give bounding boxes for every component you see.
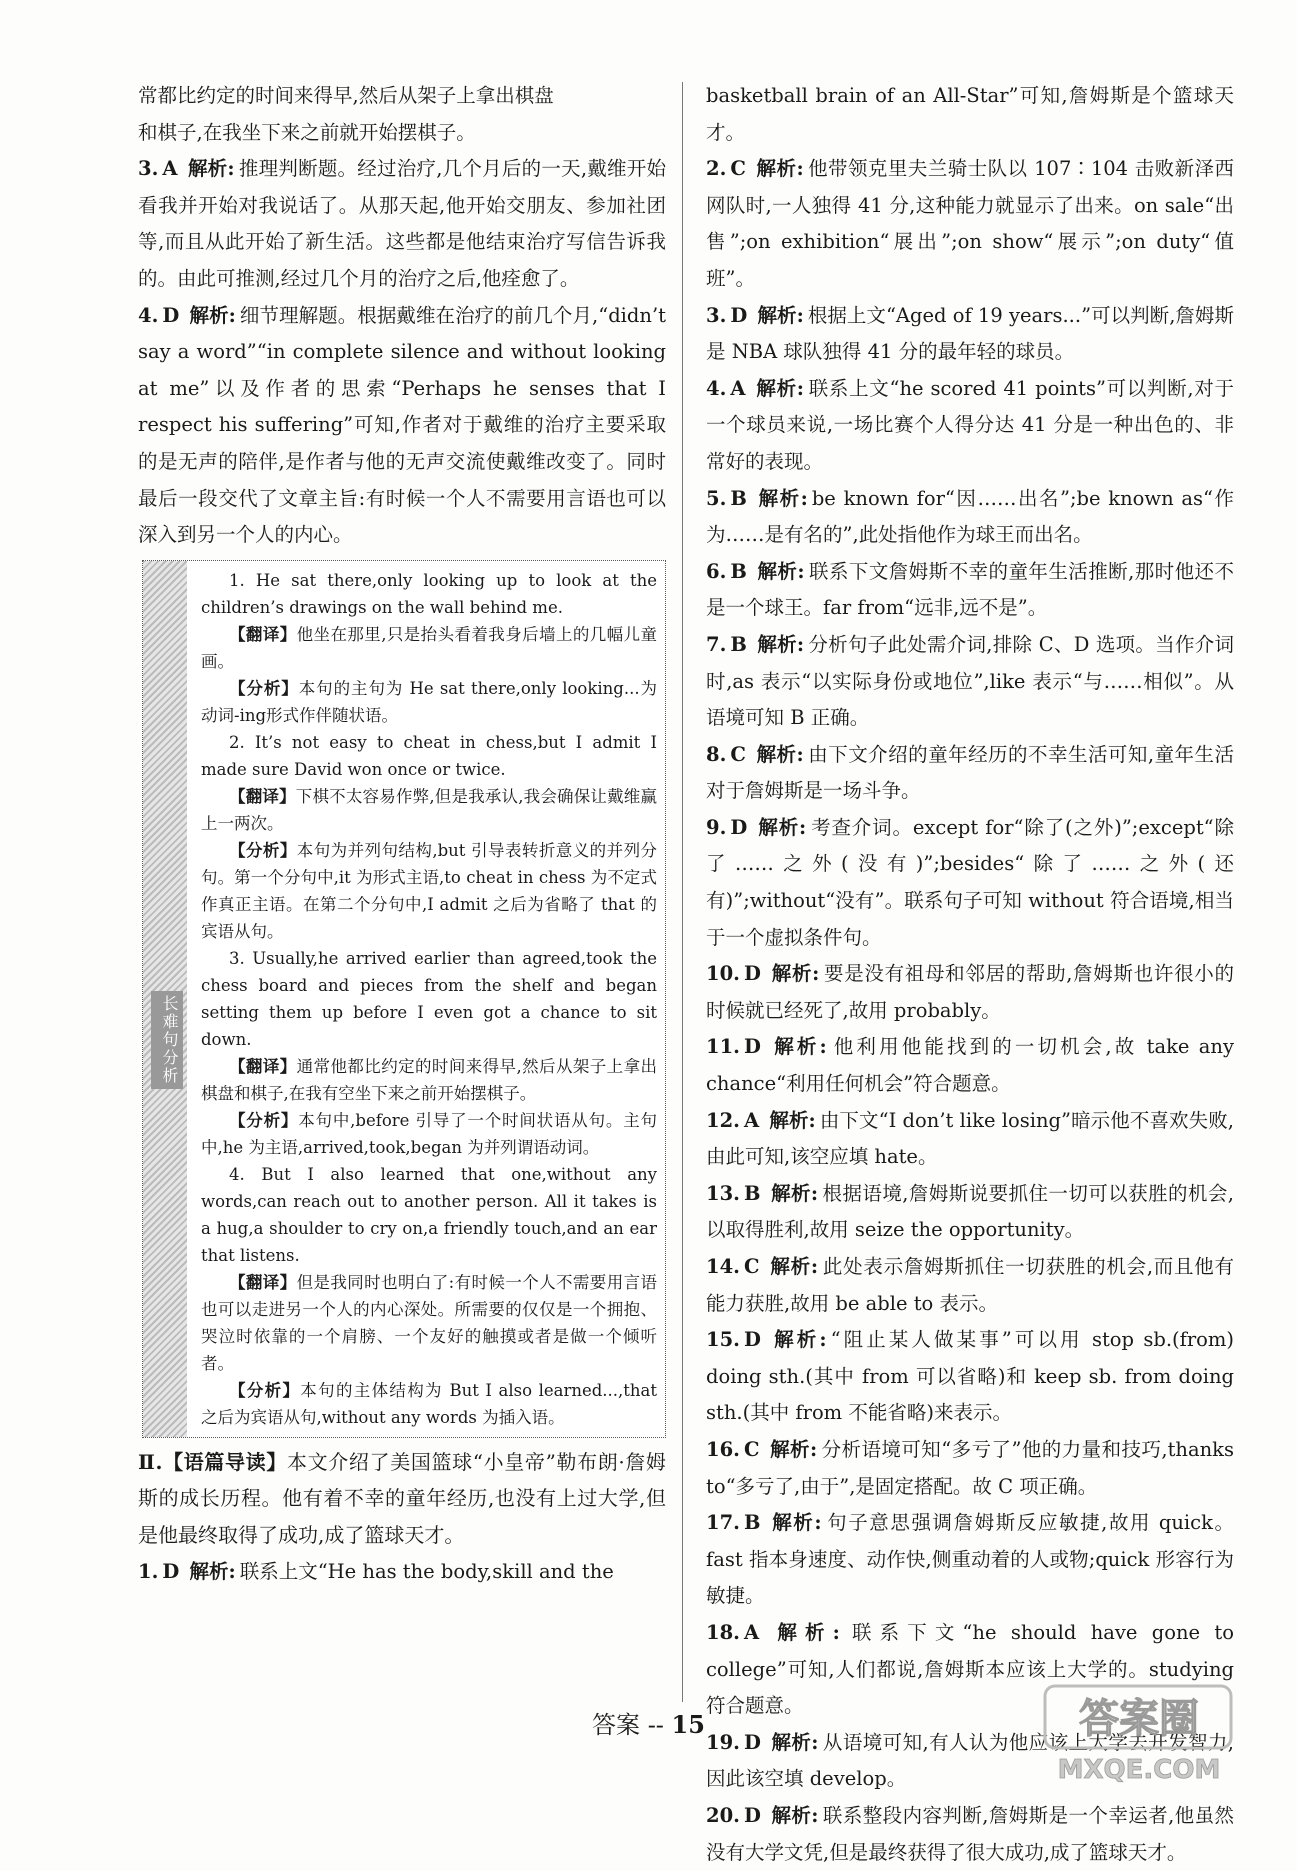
answer-item [706, 956, 1234, 1029]
translation-tag: 【翻译】 [229, 1272, 297, 1292]
item-label: 解析: [758, 486, 808, 510]
right-column [706, 78, 1234, 1871]
answer-item [706, 1029, 1234, 1102]
item-answer: B [730, 632, 747, 656]
section-tag: 【语篇导读】 [162, 1449, 287, 1474]
translation-tag: 【翻译】 [229, 1056, 297, 1076]
item-answer: D [743, 1035, 761, 1059]
answer-item [706, 1505, 1234, 1615]
item-number: 5. [706, 486, 727, 510]
item-label: 解析: [777, 1620, 840, 1644]
analysis-sentence-1: 1. He sat there,only looking up to look at the children’s drawings on the wall behind me. [201, 570, 657, 617]
item-number: 17. [706, 1511, 740, 1535]
item-answer: D [162, 303, 180, 327]
item-answer: B [743, 1181, 761, 1205]
analysis-text: 本句为并列句结构,but 引导表转折意义的并列分句。第一个分句中,it 为形式主语,to cheat in chess 为不定式作真正主语。在第二个分句中,I admit 之后为省略了 that 的宾语从句。 [201, 840, 658, 941]
item-text: 细节理解题。根据戴维在治疗的前几个月,“didn’t say a word”“in complete silence and without looking at me”以及作者的思索“Perhaps he senses that I respect his suffering”可知,作者对于戴维的治疗主要采取的是无声的陪伴,是作者与他的无声交流使戴维改变了。同时最后一段交代了文章主旨:有时候一个人不需要用言语也可以深入到另一个人的内心。 [138, 303, 666, 547]
item-label: 解析: [189, 303, 236, 327]
analysis-4 [201, 1377, 657, 1431]
item-answer: A [743, 1620, 760, 1644]
watermark-logo [1039, 1678, 1239, 1788]
box-band-label: 长难句分析 [151, 991, 183, 1089]
item-text: 从语境可知,有人认为他应该上大学去开发智力,因此该空填 develop。 [706, 1730, 1235, 1791]
item-label: 解析: [772, 1511, 822, 1535]
item-text: 联系整段内容判断,詹姆斯是一个幸运者,他虽然没有大学文凭,但是最终获得了很大成功,成了篮球天才。 [706, 1803, 1235, 1864]
item-number: 7. [706, 632, 727, 656]
answer-item [706, 151, 1234, 297]
item-number: 12. [706, 1108, 740, 1132]
watermark-top-text: 答案圈 [1079, 1696, 1199, 1742]
answer-item-4 [138, 298, 666, 554]
item-label: 解析: [770, 1255, 819, 1278]
analysis-text: 本句的主体结构为 But I also learned...,that 之后为宾语从句,without any words 为插入语。 [201, 1380, 657, 1427]
item-number: 20. [706, 1803, 740, 1827]
item-label: 解析: [187, 157, 235, 181]
item-text: 由下文“I don’t like losing”暗示他不喜欢失败,由此可知,该空应填 hate。 [706, 1108, 1235, 1169]
answer-item-1 [138, 1554, 666, 1591]
answer-item [706, 1432, 1234, 1505]
section-text: 本文介绍了美国篮球“小皇帝”勒布朗·詹姆斯的成长历程。他有着不幸的童年经历,也没有上过大学,但是他最终取得了成功,成了篮球天才。 [138, 1449, 667, 1547]
section-2-intro [138, 1444, 666, 1554]
item-text: 此处表示詹姆斯抓住一切获胜的机会,而且他有能力获胜,故用 be able to 表示。 [706, 1255, 1235, 1315]
item-number: 1. [138, 1559, 159, 1583]
translation-tag: 【翻译】 [229, 786, 296, 806]
analysis-sentence-4: 4. But I also learned that one,without any words,can reach out to another person. All it takes is a hug,a shoulder to cry on,a friendly touch,and an ear that listens. [201, 1164, 657, 1265]
continued-text: basketball brain of an All-Star”可知,詹姆斯是个篮球天才。 [706, 84, 1234, 144]
item-answer: D [743, 1803, 761, 1827]
section-number: Ⅱ. [138, 1449, 163, 1474]
item-label: 解析: [756, 376, 805, 400]
intro-line-1: 常都比约定的时间来得早,然后从架子上拿出棋盘 [138, 84, 554, 107]
item-answer: A [743, 1108, 760, 1132]
analysis-tag: 【分析】 [229, 1110, 299, 1130]
item-label: 解析: [769, 1108, 816, 1132]
item-answer: D [730, 303, 748, 327]
item-answer: C [743, 1437, 760, 1461]
intro-line-2: 和棋子,在我坐下来之前就开始摆棋子。 [138, 120, 476, 144]
item-answer: B [730, 559, 747, 583]
translation-text: 通常他都比约定的时间来得早,然后从架子上拿出棋盘和棋子,在我有空坐下来之前开始摆棋子。 [201, 1056, 657, 1103]
answer-item [706, 1103, 1234, 1176]
item-answer: D [162, 1559, 180, 1583]
item-answer: D [743, 1730, 761, 1754]
item-text: 推理判断题。经过治疗,几个月后的一天,戴维开始看我并开始对我说话了。从那天起,他开始交朋友、参加社团等,而且从此开始了新生活。这些都是他结束治疗写信告诉我的。由此可推测,经过几个月的治疗之后,他痊愈了。 [138, 157, 666, 290]
item-text: 联系下文“he should have gone to college”可知,人们都说,詹姆斯本应该上大学的。studying 符合题意。 [706, 1620, 1234, 1718]
item-text: 根据语境,詹姆斯说要抓住一切可以获胜的机会,以取得胜利,故用 seize the opportunity。 [706, 1181, 1234, 1242]
translation-text: 但是我同时也明白了:有时候一个人不需要用言语也可以走进另一个人的内心深处。所需要的仅仅是一个拥抱、哭泣时依靠的一个肩膀、一个友好的触摸或者是做一个倾听者。 [201, 1272, 658, 1373]
item-label: 解析: [757, 632, 805, 656]
item-number: 9. [706, 815, 727, 839]
item-label: 解析: [189, 1559, 236, 1583]
analysis-tag: 【分析】 [229, 678, 299, 698]
item-answer: B [743, 1511, 761, 1535]
answer-item [706, 810, 1234, 956]
item-label: 解析: [756, 742, 804, 766]
item-number: 8. [706, 742, 727, 766]
item-text: 联系上文“He has the body,skill and the [239, 1559, 614, 1583]
translation-text: 下棋不太容易作弊,但是我承认,我会确保让戴维赢上一两次。 [201, 786, 658, 833]
answer-item [706, 1798, 1234, 1871]
item-label: 解析: [771, 1803, 819, 1827]
translation-3 [201, 1053, 657, 1107]
item-label: 解析: [757, 559, 805, 583]
translation-2 [201, 783, 657, 837]
item-label: 解析: [770, 1437, 818, 1461]
item-text: 句子意思强调詹姆斯反应敏捷,故用 quick。fast 指本身速度、动作快,侧重动着的人或物;quick 形容行为敏捷。 [706, 1511, 1234, 1608]
left-column [138, 78, 666, 1590]
sentence-analysis-box [142, 560, 666, 1438]
answer-item [706, 737, 1234, 810]
item-text: be known for“因……出名”;be known as“作为……是有名的”,此处指他作为球王而出名。 [706, 486, 1235, 547]
answer-list [706, 151, 1234, 1871]
item-label: 解析: [771, 1730, 819, 1754]
analysis-2 [201, 837, 657, 945]
item-answer: A [162, 157, 178, 181]
item-label: 解析: [774, 1035, 827, 1059]
item-label: 解析: [757, 303, 804, 327]
answer-item [706, 1249, 1234, 1322]
answer-item [706, 1322, 1234, 1432]
analysis-1 [201, 675, 657, 729]
item-number: 13. [706, 1181, 740, 1205]
item-label: 解析: [758, 815, 807, 839]
item-text: 联系下文詹姆斯不幸的童年生活推断,那时他还不是一个球王。far from“远非,远不是”。 [706, 559, 1234, 620]
translation-1 [201, 621, 657, 675]
item-number: 4. [138, 303, 159, 327]
item-label: 解析: [756, 157, 804, 181]
item-number: 16. [706, 1437, 740, 1461]
answer-item [706, 627, 1234, 737]
item-answer: D [730, 815, 748, 839]
column-divider [682, 82, 683, 1702]
translation-4 [201, 1269, 657, 1377]
analysis-sentence-2: 2. It’s not easy to cheat in chess,but I admit I made sure David won once or twice. [201, 732, 657, 779]
item-number: 10. [706, 962, 740, 986]
answer-item-3 [138, 151, 666, 297]
item-text: 考查介词。except for“除了(之外)”;except“除了……之外(没有)”;besides“除了……之外(还有)”;without“没有”。联系句子可知 without 符合语境,相当于一个虚拟条件句。 [706, 815, 1234, 949]
item-number: 4. [706, 376, 727, 400]
item-answer: C [730, 742, 746, 766]
watermark-bottom-text: MXQE.COM [1057, 1755, 1221, 1785]
item-text: 他带领克里夫兰骑士队以 107∶104 击败新泽西网队时,一人独得 41 分,这种能力就显示了出来。on sale“出售”;on exhibition“展出”;on show“展示”;on duty“值班”。 [706, 157, 1234, 290]
item-answer: D [743, 962, 761, 986]
item-number: 19. [706, 1730, 740, 1754]
item-text: 他利用他能找到的一切机会,故 take any chance“利用任何机会”符合题意。 [706, 1035, 1235, 1096]
answer-item [706, 1176, 1234, 1249]
item-text: “阻止某人做某事”可以用 stop sb.(from) doing sth.(其中 from 可以省略)和 keep sb. from doing sth.(其中 from 不能省略)来表示。 [706, 1328, 1235, 1425]
box-side-band [143, 561, 187, 1437]
analysis-3 [201, 1107, 657, 1161]
item-text: 要是没有祖母和邻居的帮助,詹姆斯也许很小的时候就已经死了,故用 probably。 [706, 962, 1234, 1022]
item-text: 由下文介绍的童年经历的不幸生活可知,童年生活对于詹姆斯是一场斗争。 [706, 742, 1235, 803]
item-number: 18. [706, 1620, 740, 1644]
item-text: 联系上文“he scored 41 points”可以判断,对于一个球员来说,一场比赛个人得分达 41 分是一种出色的、非常好的表现。 [706, 376, 1235, 473]
item-number: 3. [138, 157, 159, 181]
analysis-tag: 【分析】 [229, 840, 297, 860]
item-text: 根据上文“Aged of 19 years...”可以判断,詹姆斯是 NBA 球队独得 41 分的最年轻的球员。 [706, 303, 1234, 364]
item-number: 3. [706, 303, 727, 327]
item-answer: C [743, 1255, 760, 1278]
translation-text: 他坐在那里,只是抬头看着我身后墙上的几幅儿童画。 [201, 624, 657, 671]
analysis-sentence-3: 3. Usually,he arrived earlier than agreed,took the chess board and pieces from the shelf and began setting them up before I even got a chance to sit down. [201, 948, 657, 1049]
analysis-tag: 【分析】 [229, 1380, 301, 1400]
analysis-text: 本句中,before 引导了一个时间状语从句。主句中,he 为主语,arrived,took,began 为并列谓语动词。 [201, 1110, 658, 1157]
item-number: 15. [706, 1328, 740, 1352]
item-label: 解析: [771, 962, 820, 986]
item-text: 分析语境可知“多亏了”他的力量和技巧,thanks to“多亏了,由于”,是固定搭配。故 C 项正确。 [706, 1437, 1234, 1498]
footer-label: 答案 [592, 1711, 641, 1739]
answer-item [706, 554, 1234, 627]
item-label: 解析: [771, 1181, 819, 1205]
item-number: 6. [706, 559, 727, 583]
item-label: 解析: [774, 1328, 827, 1352]
analysis-text: 本句的主句为 He sat there,only looking...为动词-ing形式作伴随状语。 [201, 678, 657, 725]
item-number: 2. [706, 157, 727, 181]
item-number: 14. [706, 1255, 740, 1278]
item-text: 分析句子此处需介词,排除 C、D 选项。当作介词时,as 表示“以实际身份或地位”,like 表示“与……相似”。从语境可知 B 正确。 [706, 632, 1235, 730]
page-number: 15 [671, 1710, 705, 1739]
answer-item [706, 298, 1234, 371]
item-answer: B [730, 486, 747, 510]
translation-tag: 【翻译】 [229, 624, 297, 644]
item-answer: A [730, 376, 746, 400]
item-answer: C [730, 157, 746, 181]
item-answer: D [743, 1328, 761, 1352]
answer-item [706, 371, 1234, 481]
answer-item [706, 481, 1234, 554]
item-number: 11. [706, 1035, 740, 1059]
footer-separator: -- [647, 1711, 664, 1739]
